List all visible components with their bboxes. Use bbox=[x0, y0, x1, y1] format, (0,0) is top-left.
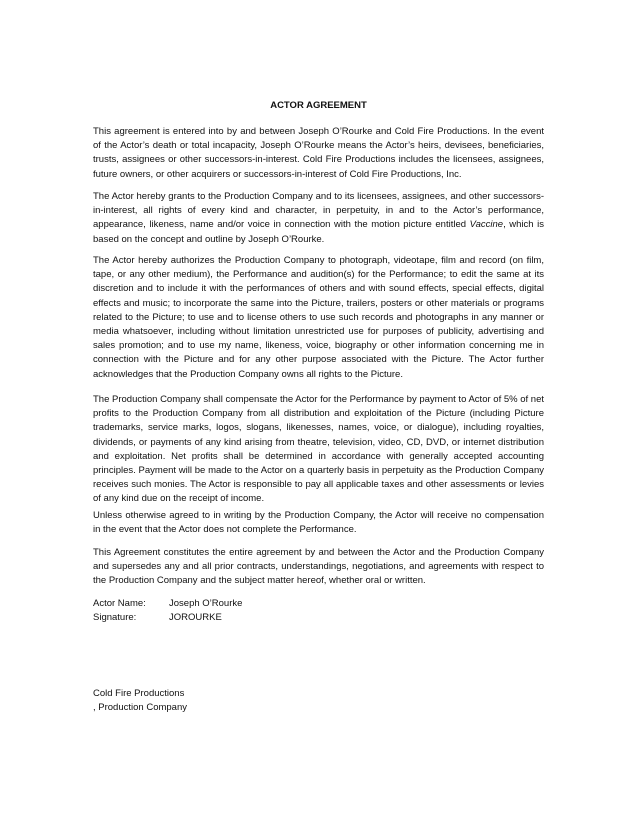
picture-title: Vaccine bbox=[469, 219, 504, 231]
paragraph-no-compensation: Unless otherwise agreed to in writing by the Production Company, the Actor will receive no compensation in the event that the Actor does not complete the Performance. bbox=[93, 510, 544, 536]
paragraph-authorization: The Actor hereby authorizes the Production Company to photograph, videotape, film and record (on film, tape, or any other medium), the Performance and audition(s) for the Performance; to edit the same at its discretion and to include it with the performances of others and with sound effects, special effects, digital effects and music; to incorporate the same into the Picture, trailers, posters or other materials or programs related to the Picture; to use and to license others to use such records and photographs in any manner or media whatsoever, including without limitation unrestricted use for purposes of publicity, advertising and sales promotion; and to use my name, likeness, voice, biography or other information concerning me in connection with the Picture and for any other purpose associated with the Picture. The Actor further acknowledges that the Production Company owns all rights to the Picture. bbox=[93, 255, 544, 380]
grant-text-before: The Actor hereby grants to the Production Company and to its licensees, assignees, and other successors-in-interest, all rights of every kind and character, in perpetuity, in and to the Actor’s performance, appearance, likeness, name and/or voice in connection with the motion picture entitled bbox=[93, 191, 544, 231]
grant-text-after: , which is based on the concept and outline by Joseph O’Rourke. bbox=[93, 219, 544, 245]
signature-label: Signature: bbox=[93, 612, 137, 623]
company-name: Cold Fire Productions bbox=[93, 688, 185, 699]
paragraph-parties: This agreement is entered into by and between Joseph O’Rourke and Cold Fire Productions. In the event of the Actor’s death or total incapacity, Joseph O’Rourke means the Actor’s heirs, devisees, beneficiaries, trusts, assignees or other successors-in-interest. Cold Fire Productions includes the licensees, assignees, future owners, or other acquirers or successors-in-interest of Cold Fire Productions, Inc. bbox=[93, 126, 544, 180]
paragraph-entire-agreement: This Agreement constitutes the entire agreement by and between the Actor and the Production Company and supersedes any and all prior contracts, understandings, negotiations, and agreements with respect to the Production Company and the subject matter hereof, whether oral or written. bbox=[93, 547, 544, 587]
company-role: , Production Company bbox=[93, 702, 187, 713]
document-title: ACTOR AGREEMENT bbox=[270, 100, 367, 111]
signature-value: JOROURKE bbox=[169, 612, 222, 623]
actor-name-label: Actor Name: bbox=[93, 598, 146, 609]
signature-row bbox=[93, 611, 222, 625]
paragraph-compensation: The Production Company shall compensate the Actor for the Performance by payment to Actor of 5% of net profits to the Production Company from all distribution and exploitation of the Picture (including Picture trademarks, service marks, logos, slogans, likenesses, names, voice, or dialogue), including royalties, dividends, or payments of any kind arising from theatre, television, video, CD, DVD, or internet distribution and exploitation. Net profits shall be determined in accordance with generally accepted accounting principles. Payment will be made to the Actor on a quarterly basis in perpetuity as the Production Company receives such monies. The Actor is responsible to pay all applicable taxes and other assessments or levies of any kind due on the receipt of income. bbox=[93, 394, 544, 505]
actor-name-row bbox=[93, 597, 242, 611]
actor-name-value: Joseph O’Rourke bbox=[169, 598, 243, 609]
paragraph-grant-of-rights bbox=[93, 190, 544, 247]
